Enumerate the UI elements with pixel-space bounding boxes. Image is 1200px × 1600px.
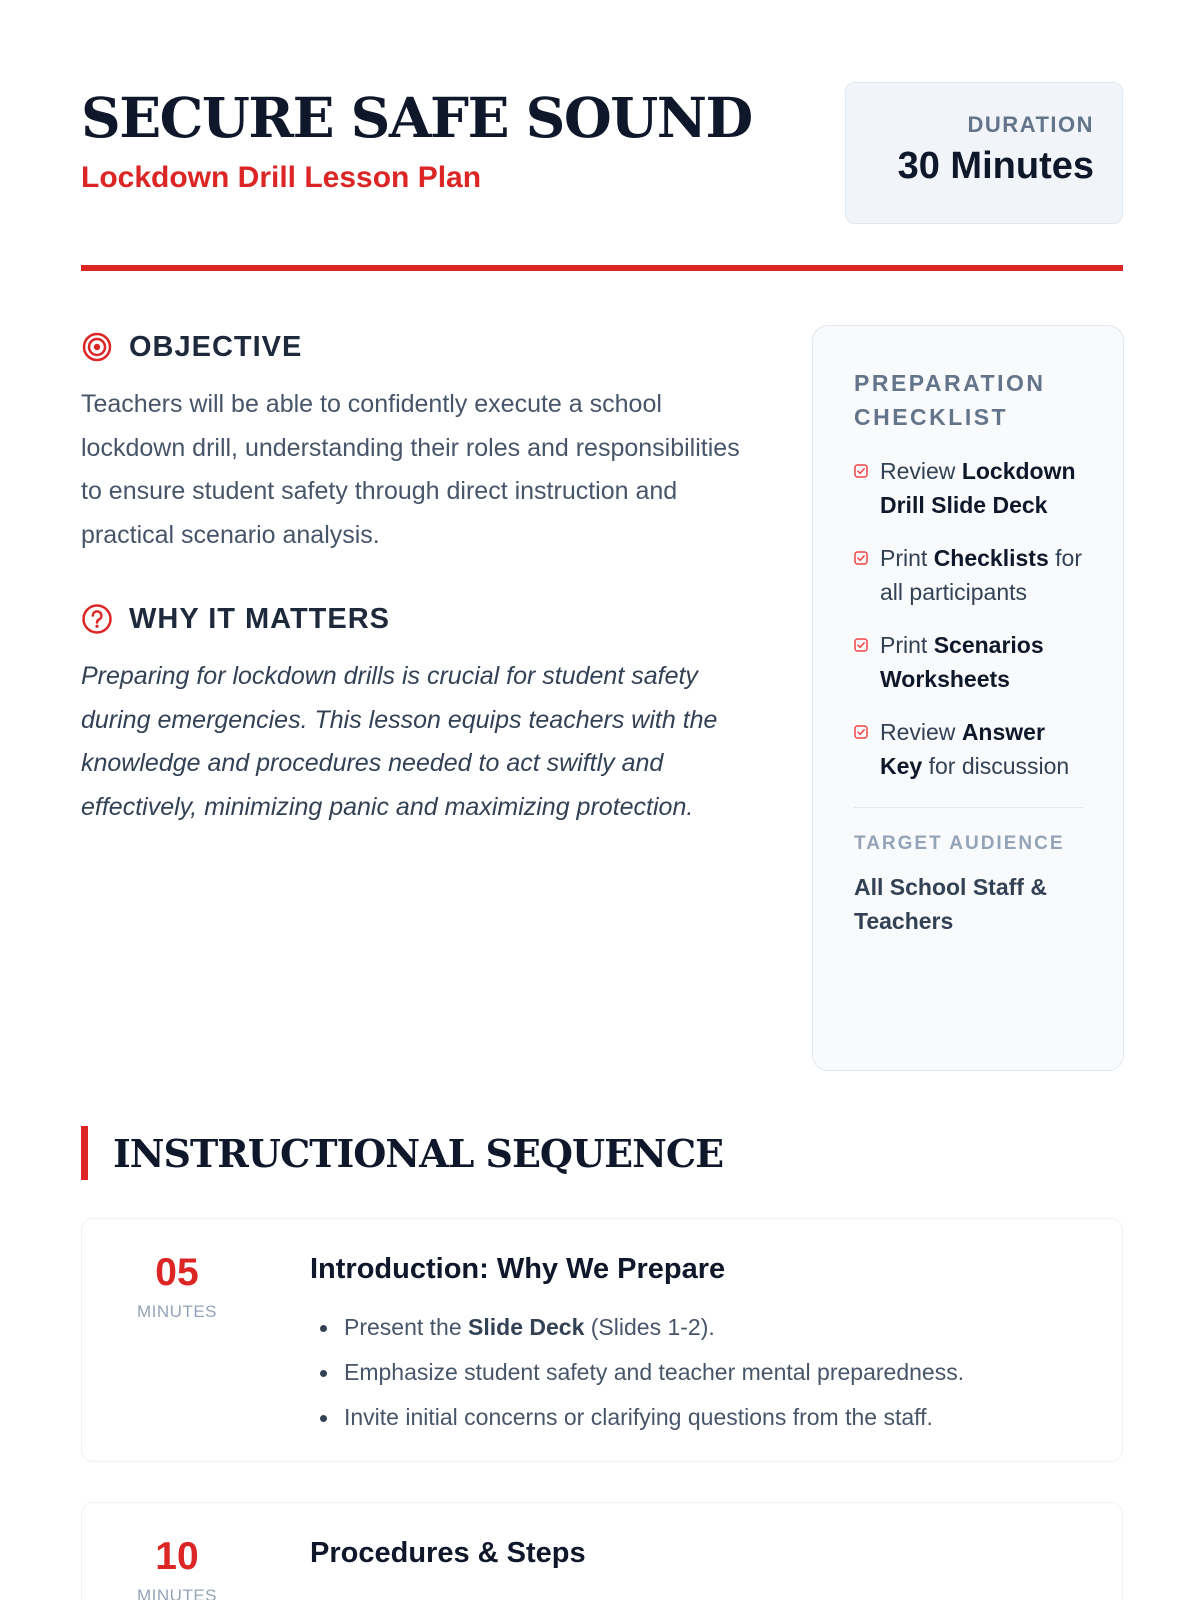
checklist-item [854,454,1083,522]
why-text: Preparing for lockdown drills is crucial for student safety during emergencies. This lesson equips teachers with the knowledge and procedures needed to act swiftly and effectively, minimizing panic and maximizing protection. [81,662,718,821]
sequence-header [81,1126,723,1180]
preparation-checklist [854,454,1083,783]
step-minutes-unit: MINUTES [137,1302,217,1321]
step-duration [122,1533,232,1600]
step-body [310,1533,1090,1573]
target-audience-label: TARGET AUDIENCE [854,833,1065,854]
objective-section [81,325,761,557]
duration-badge [845,82,1123,224]
page-title: SECURE SAFE SOUND [81,85,752,150]
step-bullets [310,1305,1090,1440]
why-heading: WHY IT MATTERS [129,602,391,635]
step-minutes: 05 [155,1251,199,1294]
checklist-item [854,541,1083,609]
preparation-title: PREPARATION CHECKLIST [854,370,1046,430]
checklist-item-text: Print Checklists for all participants [880,545,1082,605]
preparation-divider [854,807,1084,808]
why-it-matters-section [81,597,761,829]
checkbox-checked-icon [854,464,868,478]
checkbox-checked-icon [854,551,868,565]
step-title: Introduction: Why We Prepare [310,1253,726,1285]
sequence-accent-bar [81,1126,88,1180]
duration-value: 30 Minutes [897,145,1094,187]
duration-label: DURATION [967,112,1094,137]
sequence-title: INSTRUCTIONAL SEQUENCE [113,1130,724,1176]
checklist-item [854,628,1083,696]
step-body [310,1249,1090,1440]
step-title: Procedures & Steps [310,1537,586,1569]
preparation-card [812,325,1124,1071]
step-duration [122,1249,232,1323]
checklist-item-text: Print Scenarios Worksheets [880,632,1044,692]
step-card [81,1218,1123,1462]
objective-text: Teachers will be able to confidently execute a school lockdown drill, understanding their roles and responsibilities to ensure student safety through direct instruction and practical scenario analysis. [81,390,740,549]
header-divider [81,265,1123,271]
checkbox-checked-icon [854,638,868,652]
step-minutes-unit: MINUTES [137,1586,217,1600]
target-icon [81,331,113,363]
lesson-overview [81,325,761,829]
step-bullet: Present the Slide Deck (Slides 1-2). [310,1305,1090,1350]
target-audience-value: All School Staff & Teachers [854,874,1047,934]
step-card [81,1502,1123,1600]
checkbox-checked-icon [854,725,868,739]
step-bullet: Emphasize student safety and teacher mental preparedness. [310,1350,1090,1395]
page-header [81,80,1123,272]
checklist-item-text: Review Answer Key for discussion [880,719,1070,779]
objective-heading: OBJECTIVE [129,330,303,363]
page-subtitle: Lockdown Drill Lesson Plan [81,161,482,194]
step-minutes: 10 [155,1535,199,1578]
step-bullet: Invite initial concerns or clarifying questions from the staff. [310,1395,1090,1440]
checklist-item-text: Review Lockdown Drill Slide Deck [880,458,1076,518]
checklist-item [854,715,1083,783]
question-circle-icon [81,603,113,635]
